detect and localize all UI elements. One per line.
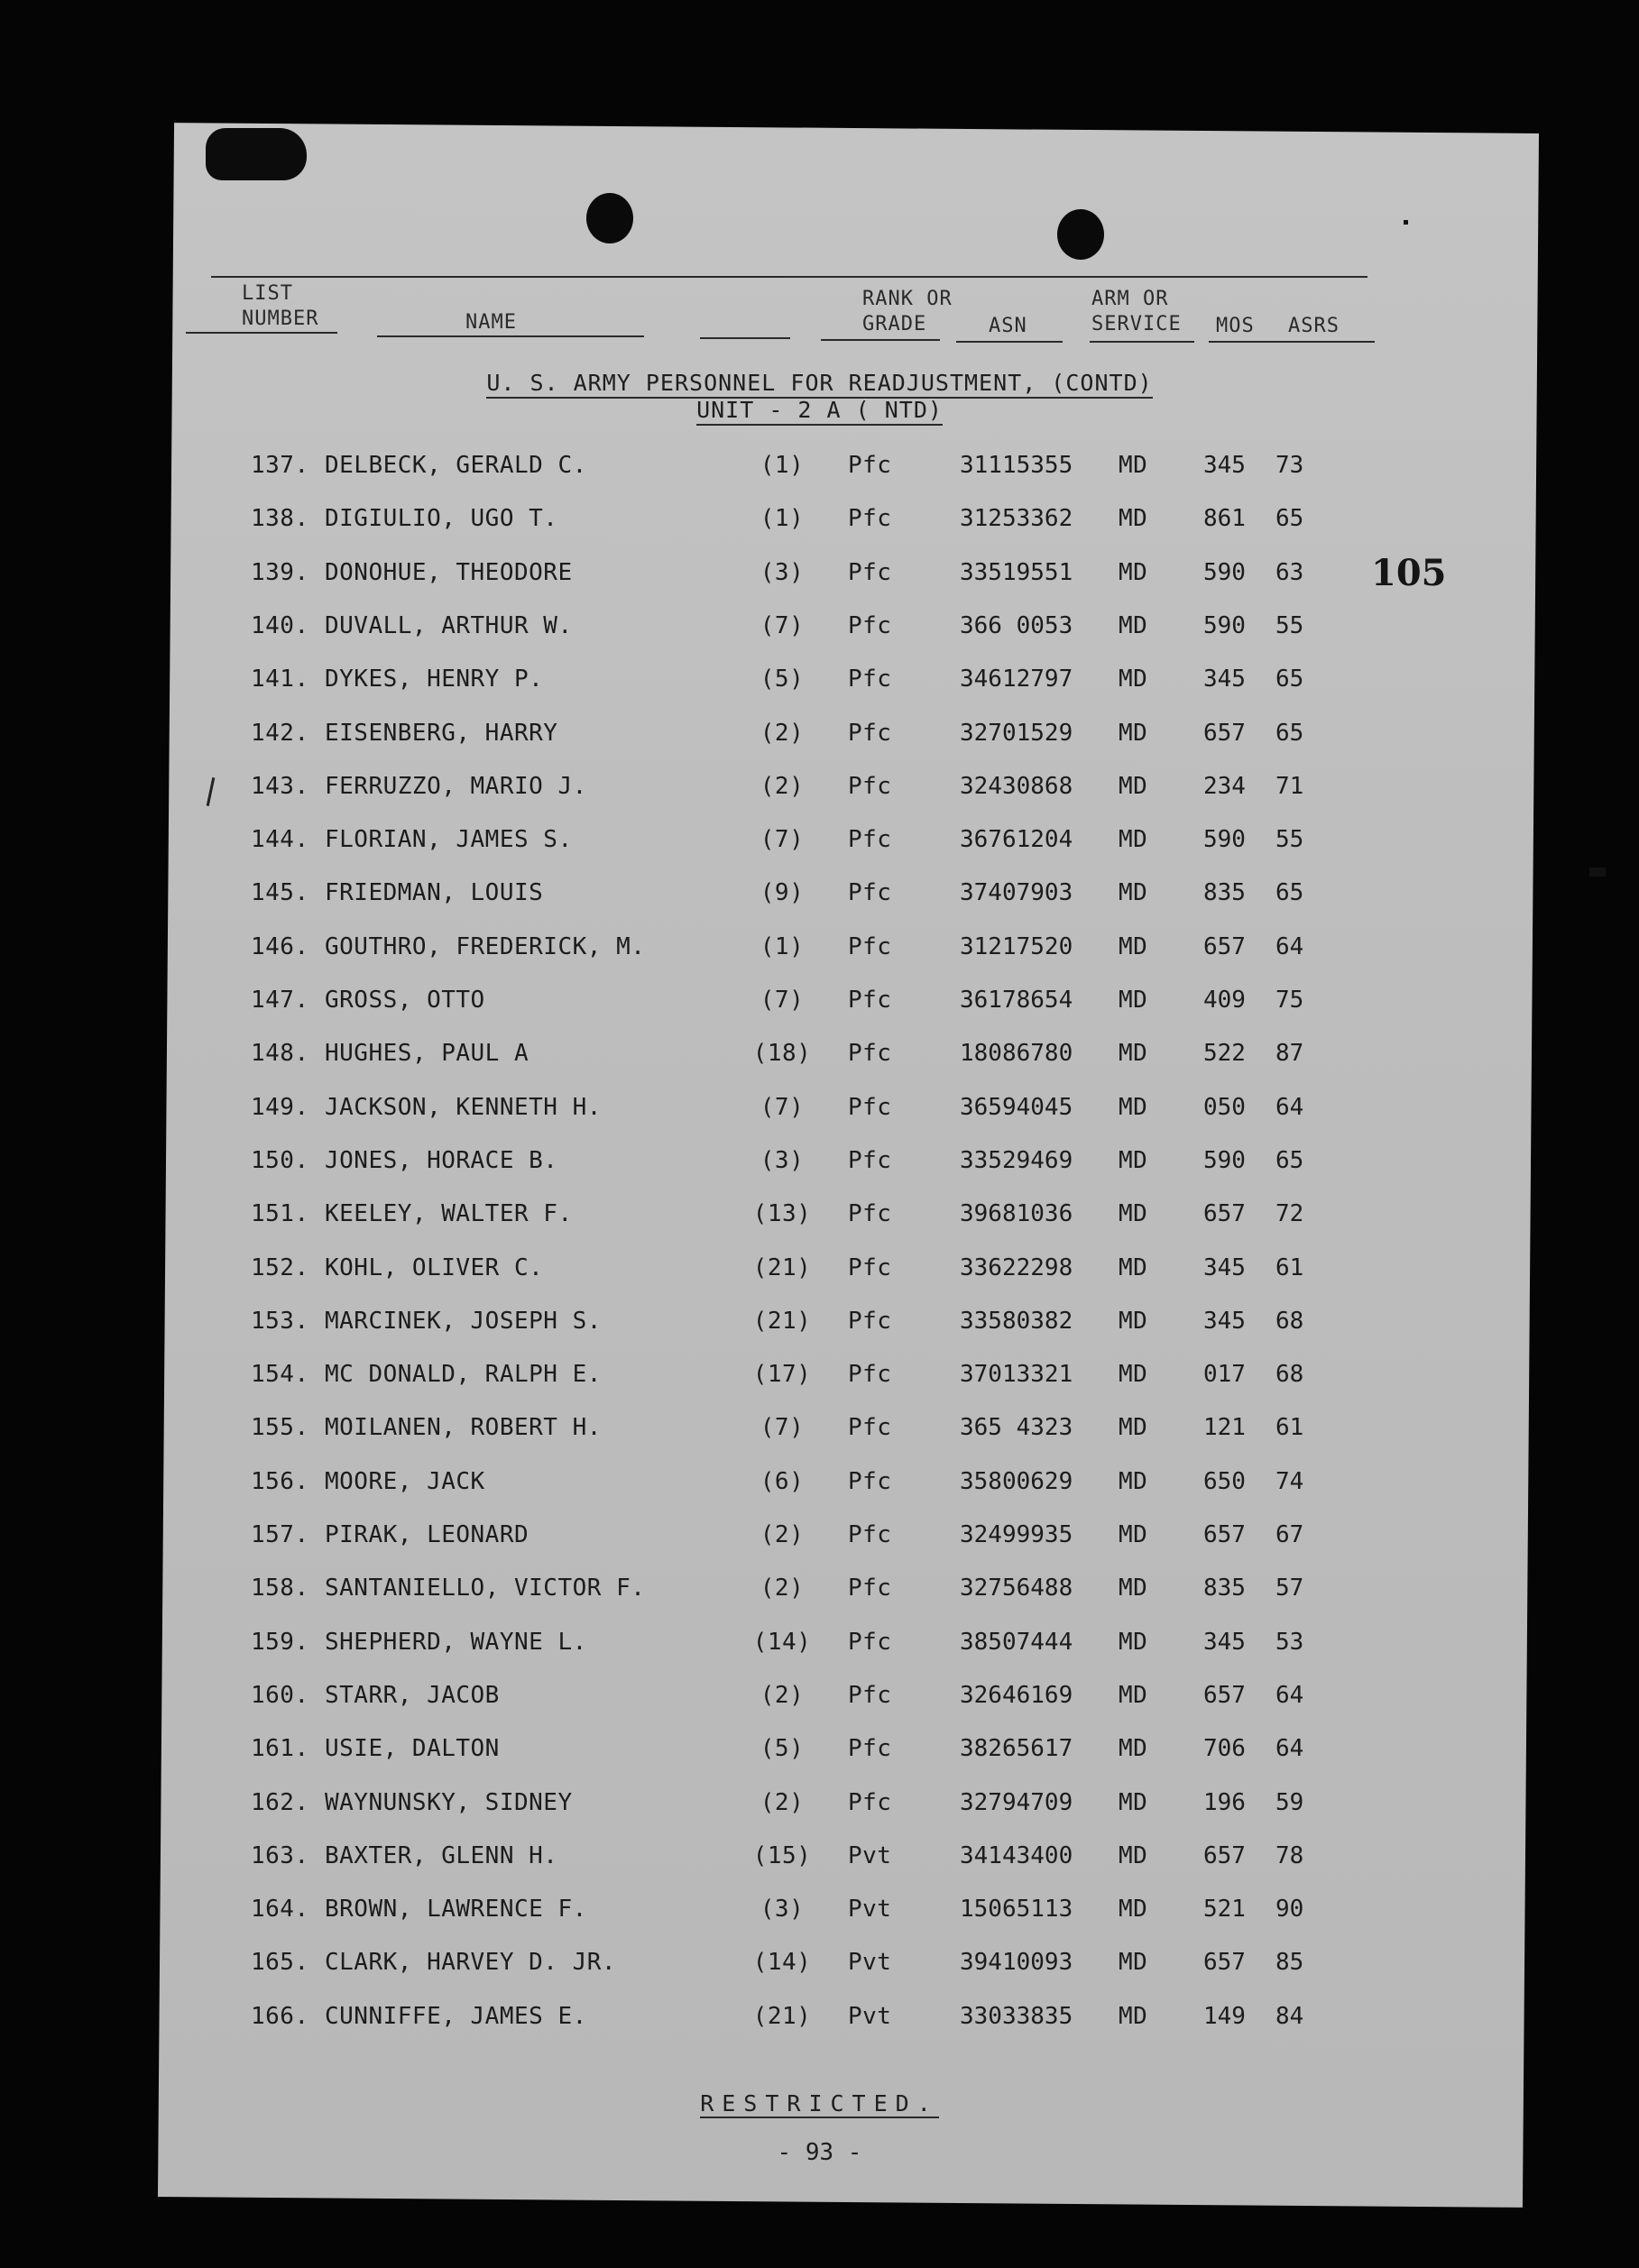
list-row	[0, 1838, 1639, 1874]
list-row	[0, 1517, 1639, 1553]
row-mos: 121	[1203, 1414, 1246, 1441]
row-num: 152.	[251, 1254, 309, 1281]
row-asn: 33033835	[960, 2003, 1073, 2030]
row-arm: MD	[1119, 773, 1148, 800]
row-grade: Pfc	[848, 1254, 892, 1281]
header-asn: ASN	[989, 315, 1027, 337]
row-asn: 32499935	[960, 1521, 1073, 1548]
row-asrs: 64	[1275, 1682, 1304, 1709]
row-name: USIE, DALTON	[325, 1735, 500, 1762]
row-arm: MD	[1119, 1147, 1148, 1174]
list-row	[0, 1089, 1639, 1125]
row-name: DYKES, HENRY P.	[325, 666, 544, 693]
row-asrs: 63	[1275, 559, 1304, 586]
list-row	[0, 982, 1639, 1018]
row-num: 156.	[251, 1468, 309, 1495]
row-num: 142.	[251, 720, 309, 747]
row-grade: Pfc	[848, 1200, 892, 1227]
row-arm: MD	[1119, 1682, 1148, 1709]
row-code: (6)	[760, 1468, 805, 1495]
list-row	[0, 768, 1639, 804]
row-name: MOORE, JACK	[325, 1468, 485, 1495]
row-grade: Pfc	[848, 1094, 892, 1121]
row-num: 164.	[251, 1896, 309, 1923]
row-arm: MD	[1119, 1575, 1148, 1602]
row-mos: 521	[1203, 1896, 1246, 1923]
row-arm: MD	[1119, 1949, 1148, 1976]
list-row	[0, 1356, 1639, 1392]
list-row	[0, 1570, 1639, 1606]
section-title-line2: UNIT - 2 A ( NTD)	[696, 397, 943, 426]
row-code: (15)	[752, 1842, 812, 1869]
row-code: (3)	[760, 1147, 805, 1174]
row-name: KOHL, OLIVER C.	[325, 1254, 544, 1281]
row-num: 165.	[251, 1949, 309, 1976]
row-asn: 39410093	[960, 1949, 1073, 1976]
row-num: 147.	[251, 987, 309, 1014]
row-code: (14)	[752, 1629, 812, 1656]
row-asrs: 85	[1275, 1949, 1304, 1976]
row-arm: MD	[1119, 1735, 1148, 1762]
speck	[1404, 220, 1408, 225]
row-mos: 196	[1203, 1789, 1246, 1816]
row-code: (2)	[760, 1521, 805, 1548]
row-arm: MD	[1119, 1629, 1148, 1656]
list-row	[0, 608, 1639, 644]
row-name: MARCINEK, JOSEPH S.	[325, 1308, 602, 1335]
row-grade: Pfc	[848, 1308, 892, 1335]
list-row	[0, 1035, 1639, 1071]
row-grade: Pvt	[848, 1949, 892, 1976]
row-num: 144.	[251, 826, 309, 853]
row-grade: Pfc	[848, 879, 892, 906]
header-rule	[1090, 341, 1194, 343]
row-num: 138.	[251, 505, 309, 532]
row-name: WAYNUNSKY, SIDNEY	[325, 1789, 573, 1816]
row-name: KEELEY, WALTER F.	[325, 1200, 573, 1227]
list-row	[0, 1196, 1639, 1232]
row-asrs: 65	[1275, 1147, 1304, 1174]
row-num: 137.	[251, 452, 309, 479]
row-grade: Pfc	[848, 1735, 892, 1762]
page-stamp-number: 105	[1371, 552, 1447, 594]
row-arm: MD	[1119, 505, 1148, 532]
row-mos: 650	[1203, 1468, 1246, 1495]
row-asn: 32646169	[960, 1682, 1073, 1709]
row-asrs: 72	[1275, 1200, 1304, 1227]
row-code: (5)	[760, 1735, 805, 1762]
row-asrs: 65	[1275, 505, 1304, 532]
row-grade: Pvt	[848, 2003, 892, 2030]
row-mos: 345	[1203, 1629, 1246, 1656]
section-title-line1: U. S. ARMY PERSONNEL FOR READJUSTMENT, (CONTD)	[486, 370, 1152, 399]
row-asn: 37407903	[960, 879, 1073, 906]
row-asn: 33529469	[960, 1147, 1073, 1174]
list-row	[0, 1303, 1639, 1339]
row-name: DELBECK, GERALD C.	[325, 452, 587, 479]
row-num: 162.	[251, 1789, 309, 1816]
row-mos: 345	[1203, 666, 1246, 693]
row-code: (14)	[752, 1949, 812, 1976]
row-name: DIGIULIO, UGO T.	[325, 505, 558, 532]
header-list-number: LIST NUMBER	[242, 282, 319, 330]
row-name: EISENBERG, HARRY	[325, 720, 558, 747]
list-row	[0, 1891, 1639, 1927]
row-asn: 31253362	[960, 505, 1073, 532]
row-asrs: 87	[1275, 1040, 1304, 1067]
row-grade: Pfc	[848, 612, 892, 639]
row-grade: Pfc	[848, 1468, 892, 1495]
row-arm: MD	[1119, 1200, 1148, 1227]
section-title	[0, 370, 1639, 396]
row-mos: 657	[1203, 1949, 1246, 1976]
row-arm: MD	[1119, 1789, 1148, 1816]
ink-blot	[206, 128, 307, 180]
row-mos: 657	[1203, 1682, 1246, 1709]
row-code: (1)	[760, 933, 805, 960]
row-code: (3)	[760, 1896, 805, 1923]
row-asrs: 57	[1275, 1575, 1304, 1602]
header-rule	[1209, 341, 1375, 343]
row-code: (9)	[760, 879, 805, 906]
row-asrs: 61	[1275, 1254, 1304, 1281]
row-asn: 32756488	[960, 1575, 1073, 1602]
list-row	[0, 1677, 1639, 1713]
row-mos: 657	[1203, 1200, 1246, 1227]
row-mos: 149	[1203, 2003, 1246, 2030]
row-asn: 365 4323	[960, 1414, 1073, 1441]
row-code: (21)	[752, 1254, 812, 1281]
section-subtitle	[0, 397, 1639, 423]
row-mos: 590	[1203, 1147, 1246, 1174]
restricted-text: RESTRICTED.	[700, 2090, 939, 2116]
row-num: 145.	[251, 879, 309, 906]
list-row	[0, 1998, 1639, 2034]
row-arm: MD	[1119, 452, 1148, 479]
restricted-label	[0, 2090, 1639, 2116]
row-num: 155.	[251, 1414, 309, 1441]
row-num: 140.	[251, 612, 309, 639]
row-arm: MD	[1119, 933, 1148, 960]
row-asn: 33622298	[960, 1254, 1073, 1281]
row-mos: 050	[1203, 1094, 1246, 1121]
header-rule	[956, 341, 1063, 343]
row-arm: MD	[1119, 1414, 1148, 1441]
row-asrs: 65	[1275, 720, 1304, 747]
row-name: JONES, HORACE B.	[325, 1147, 558, 1174]
row-mos: 522	[1203, 1040, 1246, 1067]
row-code: (21)	[752, 1308, 812, 1335]
row-asn: 18086780	[960, 1040, 1073, 1067]
row-mos: 409	[1203, 987, 1246, 1014]
row-asrs: 71	[1275, 773, 1304, 800]
row-code: (2)	[760, 1575, 805, 1602]
row-code: (2)	[760, 773, 805, 800]
row-name: GOUTHRO, FREDERICK, M.	[325, 933, 646, 960]
row-code: (7)	[760, 826, 805, 853]
row-mos: 345	[1203, 1254, 1246, 1281]
row-asn: 31217520	[960, 933, 1073, 960]
row-name: FLORIAN, JAMES S.	[325, 826, 573, 853]
row-name: FRIEDMAN, LOUIS	[325, 879, 544, 906]
row-arm: MD	[1119, 1842, 1148, 1869]
row-mos: 017	[1203, 1361, 1246, 1388]
row-mos: 590	[1203, 826, 1246, 853]
row-name: STARR, JACOB	[325, 1682, 500, 1709]
row-asrs: 64	[1275, 1735, 1304, 1762]
row-asn: 366 0053	[960, 612, 1073, 639]
row-asrs: 75	[1275, 987, 1304, 1014]
list-row	[0, 1464, 1639, 1500]
list-row	[0, 1143, 1639, 1179]
row-asn: 36178654	[960, 987, 1073, 1014]
row-arm: MD	[1119, 826, 1148, 853]
row-grade: Pfc	[848, 1521, 892, 1548]
row-asrs: 68	[1275, 1308, 1304, 1335]
row-num: 166.	[251, 2003, 309, 2030]
row-name: CLARK, HARVEY D. JR.	[325, 1949, 617, 1976]
row-num: 160.	[251, 1682, 309, 1709]
list-row	[0, 1409, 1639, 1446]
row-name: SHEPHERD, WAYNE L.	[325, 1629, 587, 1656]
row-num: 143.	[251, 773, 309, 800]
row-arm: MD	[1119, 1361, 1148, 1388]
row-asn: 15065113	[960, 1896, 1073, 1923]
row-grade: Pfc	[848, 1682, 892, 1709]
list-row	[0, 929, 1639, 965]
row-grade: Pfc	[848, 720, 892, 747]
row-num: 157.	[251, 1521, 309, 1548]
header-rule	[700, 337, 790, 339]
row-num: 139.	[251, 559, 309, 586]
row-asrs: 84	[1275, 2003, 1304, 2030]
row-asrs: 64	[1275, 1094, 1304, 1121]
row-code: (1)	[760, 505, 805, 532]
row-asn: 36594045	[960, 1094, 1073, 1121]
row-asn: 39681036	[960, 1200, 1073, 1227]
row-code: (7)	[760, 987, 805, 1014]
row-arm: MD	[1119, 1308, 1148, 1335]
row-num: 154.	[251, 1361, 309, 1388]
row-asn: 38265617	[960, 1735, 1073, 1762]
row-name: SANTANIELLO, VICTOR F.	[325, 1575, 646, 1602]
header-mos: MOS	[1216, 315, 1255, 337]
list-row	[0, 1731, 1639, 1767]
row-grade: Pfc	[848, 1147, 892, 1174]
row-asrs: 73	[1275, 452, 1304, 479]
row-arm: MD	[1119, 666, 1148, 693]
row-code: (2)	[760, 1789, 805, 1816]
row-mos: 657	[1203, 1521, 1246, 1548]
row-grade: Pfc	[848, 1629, 892, 1656]
row-arm: MD	[1119, 1468, 1148, 1495]
row-num: 153.	[251, 1308, 309, 1335]
row-mos: 706	[1203, 1735, 1246, 1762]
row-asrs: 67	[1275, 1521, 1304, 1548]
row-arm: MD	[1119, 559, 1148, 586]
row-code: (3)	[760, 559, 805, 586]
row-mos: 835	[1203, 1575, 1246, 1602]
row-code: (1)	[760, 452, 805, 479]
row-asrs: 65	[1275, 879, 1304, 906]
row-grade: Pfc	[848, 1361, 892, 1388]
row-asn: 36761204	[960, 826, 1073, 853]
row-asrs: 65	[1275, 666, 1304, 693]
row-grade: Pfc	[848, 452, 892, 479]
row-name: DONOHUE, THEODORE	[325, 559, 573, 586]
row-name: GROSS, OTTO	[325, 987, 485, 1014]
row-name: JACKSON, KENNETH H.	[325, 1094, 602, 1121]
row-code: (21)	[752, 2003, 812, 2030]
row-asrs: 61	[1275, 1414, 1304, 1441]
row-arm: MD	[1119, 987, 1148, 1014]
list-row	[0, 447, 1639, 483]
row-num: 159.	[251, 1629, 309, 1656]
row-code: (2)	[760, 720, 805, 747]
row-mos: 657	[1203, 933, 1246, 960]
row-grade: Pfc	[848, 826, 892, 853]
row-mos: 590	[1203, 612, 1246, 639]
row-name: BAXTER, GLENN H.	[325, 1842, 558, 1869]
row-asn: 38507444	[960, 1629, 1073, 1656]
row-asrs: 55	[1275, 612, 1304, 639]
list-row	[0, 1250, 1639, 1286]
row-mos: 861	[1203, 505, 1246, 532]
row-mos: 657	[1203, 720, 1246, 747]
row-num: 148.	[251, 1040, 309, 1067]
row-asn: 32794709	[960, 1789, 1073, 1816]
row-code: (5)	[760, 666, 805, 693]
row-code: (18)	[752, 1040, 812, 1067]
list-row	[0, 1944, 1639, 1980]
row-asrs: 90	[1275, 1896, 1304, 1923]
row-asrs: 59	[1275, 1789, 1304, 1816]
row-num: 158.	[251, 1575, 309, 1602]
row-arm: MD	[1119, 1254, 1148, 1281]
row-num: 161.	[251, 1735, 309, 1762]
page-number: - 93 -	[777, 2139, 862, 2166]
list-row	[0, 1624, 1639, 1660]
row-name: HUGHES, PAUL A	[325, 1040, 529, 1067]
list-row	[0, 661, 1639, 697]
header-top-rule	[211, 276, 1367, 278]
row-num: 150.	[251, 1147, 309, 1174]
header-rule	[377, 335, 644, 337]
row-asn: 31115355	[960, 452, 1073, 479]
row-mos: 234	[1203, 773, 1246, 800]
row-asn: 35800629	[960, 1468, 1073, 1495]
row-num: 163.	[251, 1842, 309, 1869]
punch-hole	[1057, 209, 1104, 260]
row-grade: Pfc	[848, 559, 892, 586]
row-mos: 657	[1203, 1842, 1246, 1869]
row-arm: MD	[1119, 612, 1148, 639]
row-asn: 37013321	[960, 1361, 1073, 1388]
row-grade: Pfc	[848, 1040, 892, 1067]
row-arm: MD	[1119, 1040, 1148, 1067]
row-grade: Pfc	[848, 773, 892, 800]
row-asrs: 55	[1275, 826, 1304, 853]
row-name: PIRAK, LEONARD	[325, 1521, 529, 1548]
punch-hole	[586, 193, 633, 243]
header-rule	[821, 339, 940, 341]
row-asn: 34143400	[960, 1842, 1073, 1869]
list-row	[0, 822, 1639, 858]
row-arm: MD	[1119, 1521, 1148, 1548]
row-grade: Pfc	[848, 1789, 892, 1816]
row-asn: 34612797	[960, 666, 1073, 693]
header-arm: ARM OR SERVICE	[1091, 288, 1182, 335]
row-grade: Pfc	[848, 987, 892, 1014]
row-mos: 835	[1203, 879, 1246, 906]
row-asrs: 74	[1275, 1468, 1304, 1495]
row-name: DUVALL, ARTHUR W.	[325, 612, 573, 639]
row-asn: 33519551	[960, 559, 1073, 586]
header-name: NAME	[465, 311, 517, 334]
row-arm: MD	[1119, 1094, 1148, 1121]
row-name: MOILANEN, ROBERT H.	[325, 1414, 602, 1441]
list-row	[0, 875, 1639, 911]
list-row	[0, 1785, 1639, 1821]
row-asrs: 78	[1275, 1842, 1304, 1869]
row-grade: Pvt	[848, 1842, 892, 1869]
row-asn: 33580382	[960, 1308, 1073, 1335]
row-name: MC DONALD, RALPH E.	[325, 1361, 602, 1388]
header-rank: RANK OR GRADE	[862, 288, 953, 335]
row-code: (7)	[760, 1094, 805, 1121]
row-code: (2)	[760, 1682, 805, 1709]
row-asrs: 68	[1275, 1361, 1304, 1388]
header-rule	[186, 332, 337, 334]
row-asn: 32430868	[960, 773, 1073, 800]
row-grade: Pfc	[848, 933, 892, 960]
row-code: (7)	[760, 1414, 805, 1441]
row-num: 149.	[251, 1094, 309, 1121]
list-row	[0, 715, 1639, 751]
row-mos: 590	[1203, 559, 1246, 586]
row-code: (17)	[752, 1361, 812, 1388]
list-row	[0, 555, 1639, 591]
row-code: (7)	[760, 612, 805, 639]
row-mos: 345	[1203, 1308, 1246, 1335]
row-num: 151.	[251, 1200, 309, 1227]
row-mos: 345	[1203, 452, 1246, 479]
row-grade: Pvt	[848, 1896, 892, 1923]
row-code: (13)	[752, 1200, 812, 1227]
row-name: CUNNIFFE, JAMES E.	[325, 2003, 587, 2030]
row-grade: Pfc	[848, 1414, 892, 1441]
row-num: 146.	[251, 933, 309, 960]
row-asrs: 53	[1275, 1629, 1304, 1656]
row-asn: 32701529	[960, 720, 1073, 747]
row-grade: Pfc	[848, 505, 892, 532]
row-num: 141.	[251, 666, 309, 693]
row-arm: MD	[1119, 2003, 1148, 2030]
row-grade: Pfc	[848, 1575, 892, 1602]
header-asrs: ASRS	[1288, 315, 1340, 337]
list-row	[0, 500, 1639, 537]
row-name: BROWN, LAWRENCE F.	[325, 1896, 587, 1923]
row-arm: MD	[1119, 1896, 1148, 1923]
row-arm: MD	[1119, 879, 1148, 906]
row-asrs: 64	[1275, 933, 1304, 960]
row-name: FERRUZZO, MARIO J.	[325, 773, 587, 800]
row-grade: Pfc	[848, 666, 892, 693]
row-arm: MD	[1119, 720, 1148, 747]
